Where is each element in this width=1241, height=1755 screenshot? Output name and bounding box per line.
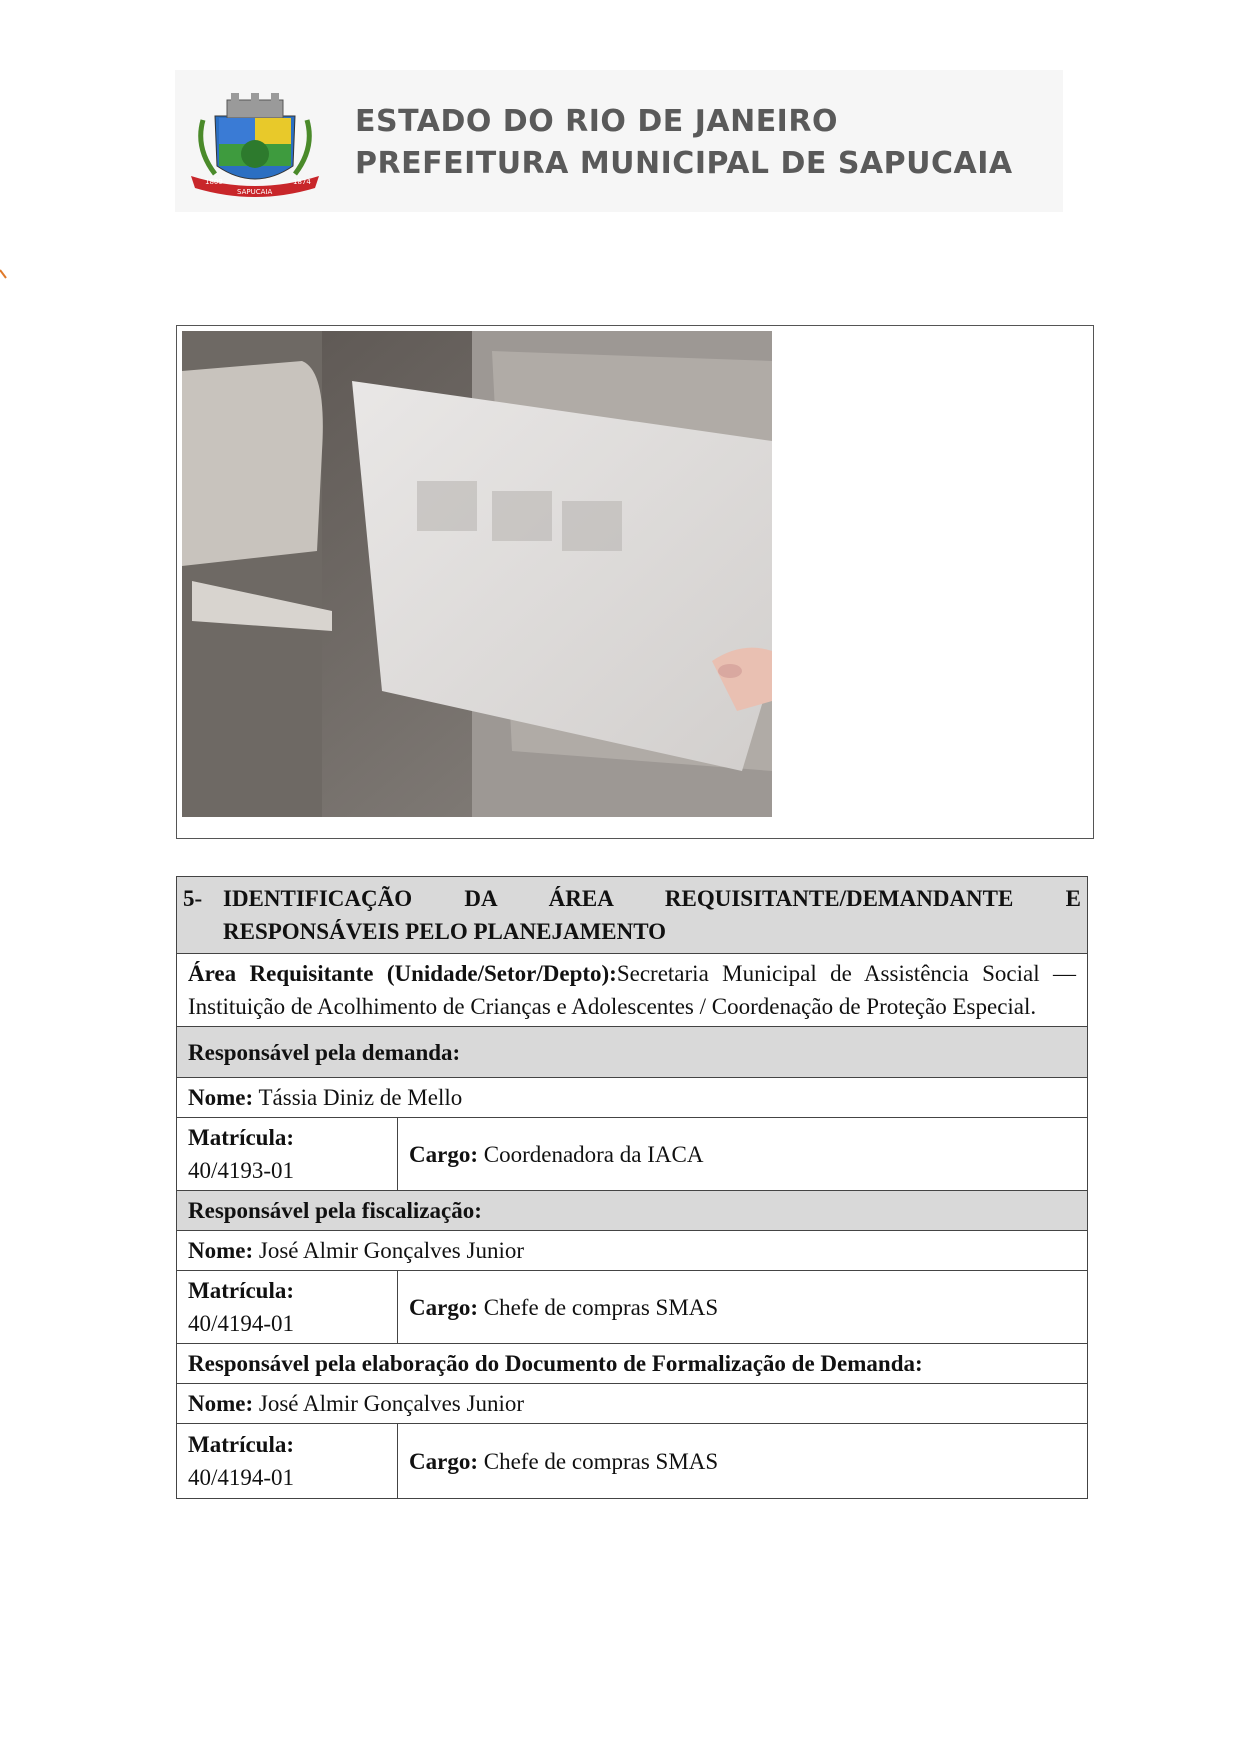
name-label: Nome: xyxy=(188,1238,254,1263)
requesting-area-value: Secretaria Municipal de Assistência Social — Instituição de Acolhimento de Crianças e Adolescentes / Coordenação de Proteção Especial. xyxy=(188,961,1076,1019)
demand-responsible-heading: Responsável pela demanda: xyxy=(177,1027,1088,1078)
elaboration-registration-cell xyxy=(177,1424,398,1499)
role-value: Chefe de compras SMAS xyxy=(483,1294,719,1320)
name-label: Nome: xyxy=(188,1391,254,1416)
demand-role-cell xyxy=(398,1118,1088,1191)
svg-text:1874: 1874 xyxy=(293,178,311,186)
registration-value: 40/4194-01 xyxy=(188,1465,295,1490)
inspection-responsible-heading: Responsável pela fiscalização: xyxy=(177,1191,1088,1231)
demand-registration-cell xyxy=(177,1118,398,1191)
registration-label: Matrícula: xyxy=(188,1432,295,1457)
section-title-line1: IDENTIFICAÇÃO DA ÁREA REQUISITANTE/DEMANDANTE E xyxy=(223,886,1081,911)
state-name: ESTADO DO RIO DE JANEIRO xyxy=(355,104,838,139)
requesting-area-label: Área Requisitante (Unidade/Setor/Depto): xyxy=(188,961,617,986)
role-label: Cargo: xyxy=(409,1294,478,1320)
svg-text:1809: 1809 xyxy=(205,178,223,186)
section-title-line2: RESPONSÁVEIS PELO PLANEJAMENTO xyxy=(223,919,667,944)
elaboration-role-cell xyxy=(398,1424,1088,1499)
photo-frame xyxy=(176,325,1094,839)
name-value: José Almir Gonçalves Junior xyxy=(258,1391,524,1416)
municipal-crest-icon xyxy=(185,88,325,200)
margin-mark-icon xyxy=(0,268,10,286)
name-value: Tássia Diniz de Mello xyxy=(258,1085,463,1110)
role-value: Chefe de compras SMAS xyxy=(483,1448,719,1474)
section-number: 5- xyxy=(183,886,203,911)
elaboration-name-row xyxy=(177,1384,1088,1424)
requesting-area-cell xyxy=(177,954,1088,1027)
name-label: Nome: xyxy=(188,1085,254,1110)
inspection-registration-cell xyxy=(177,1271,398,1344)
registration-value: 40/4194-01 xyxy=(188,1311,295,1336)
registration-label: Matrícula: xyxy=(188,1125,295,1150)
refrigerator-photo-icon xyxy=(182,331,772,817)
role-label: Cargo: xyxy=(409,1141,478,1167)
section5-table xyxy=(176,876,1088,1499)
name-value: José Almir Gonçalves Junior xyxy=(258,1238,524,1263)
registration-value: 40/4193-01 xyxy=(188,1158,295,1183)
section-heading xyxy=(177,877,1088,954)
inspection-name-row xyxy=(177,1231,1088,1271)
demand-name-row xyxy=(177,1078,1088,1118)
role-label: Cargo: xyxy=(409,1448,478,1474)
registration-label: Matrícula: xyxy=(188,1278,295,1303)
svg-text:SAPUCAIA: SAPUCAIA xyxy=(237,188,273,196)
role-value: Coordenadora da IACA xyxy=(483,1141,704,1167)
municipality-name: PREFEITURA MUNICIPAL DE SAPUCAIA xyxy=(355,146,1013,181)
elaboration-responsible-heading: Responsável pela elaboração do Documento de Formalização de Demanda: xyxy=(177,1344,1088,1384)
letterhead xyxy=(175,70,1063,212)
inspection-role-cell xyxy=(398,1271,1088,1344)
